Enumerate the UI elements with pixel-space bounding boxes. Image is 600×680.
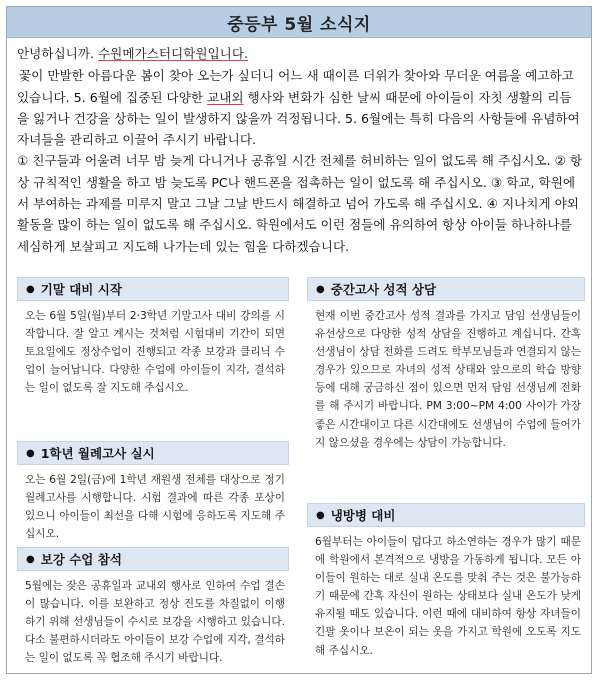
intro-p1-b: 행사와 변화가 심한 날씨 때문에 아이들이 자칫 생활의 리듬을 잃거나 건강을 상하는 일이 발생하지 않을까 걱정됩니다. 5. 6월에는 특히 다음의 사항들에 유념하여 자녀들을 관리하고 이끌어 주시기 바랍니다. xyxy=(17,89,580,148)
section-heading-text: 1학년 월례고사 실시 xyxy=(40,446,155,461)
section-body: 5월에는 잦은 공휴일과 교내외 행사로 인하여 수업 결손이 많습니다. 이를 보완하고 정상 진도를 차질없이 이행하기 위해 선생님들이 수시로 보강을 시행하고 있습니다. 다소 불편하시더라도 아이들이 보강 수업에 지각, 결석하는 일이 없도록 꼭 협조해 주시기 바랍니다. xyxy=(25,580,285,665)
bullet-icon: ● xyxy=(26,283,35,295)
section-heading xyxy=(307,503,585,527)
left-column xyxy=(17,277,289,673)
section-heading-text: 기말 대비 시작 xyxy=(40,282,122,297)
section-heading xyxy=(17,441,289,465)
section-body: 현재 이번 중간고사 성적 결과를 가지고 담임 선생님들이 유선상으로 다양한 성적 상담을 진행하고 계십니다. 간혹 선생님이 상담 전화를 드려도 학부모님들과 연결되지 않는 경우가 있으므로 자녀의 성적 상태와 앞으로의 학습 방향 등에 대해 궁금하신 점이 있으면 먼저 담임 선생님께 전화를 해 주시기 바랍니다. PM 3:00~PM 4:00 사이가 가장 좋은 시간대이고 다른 시간대에도 선생님이 수업에 들어가지 않으셨을 경우에는 상담이 가능합니다. xyxy=(315,310,581,449)
section-body: 오는 6월 5일(월)부터 2·3학년 기말고사 대비 강의를 시작합니다. 잘 알고 계시는 것처럼 시험대비 기간이 되면 토요일에도 정상수업이 진행되고 각종 보강과 클리닉 수업이 늘어납니다. 다양한 수업에 아이들이 지각, 결석하는 일이 없도록 잘 지도해 주십시오. xyxy=(25,310,285,395)
section-heading xyxy=(307,277,585,301)
bullet-icon: ● xyxy=(26,553,35,565)
newsletter-page xyxy=(6,6,592,674)
section-monthly-test xyxy=(17,441,289,547)
section-final-exam xyxy=(17,277,289,441)
section-heading xyxy=(17,277,289,301)
right-column xyxy=(307,277,585,666)
intro-p1-underlined: 교내외 xyxy=(207,89,244,105)
section-makeup-class xyxy=(17,547,289,673)
intro-paragraph-1 xyxy=(17,65,583,150)
intro-text xyxy=(17,43,583,257)
title-bar xyxy=(7,7,591,38)
bullet-icon: ● xyxy=(26,447,35,459)
section-midterm-counsel xyxy=(307,277,585,503)
section-body: 오는 6월 2일(금)에 1학년 재원생 전체를 대상으로 정기 월례고사를 시행합니다. 시험 결과에 따른 각종 포상이 있으니 아이들이 최선을 다해 시험에 응하도록 지도해 주십시오. xyxy=(25,474,285,541)
section-aircon-sickness xyxy=(307,503,585,666)
bullet-icon: ● xyxy=(316,509,325,521)
greeting-prefix: 안녕하십니까. xyxy=(17,46,98,61)
greeting xyxy=(17,43,583,64)
newsletter-title: 중등부 5월 소식지 xyxy=(227,14,371,35)
academy-name: 수원메가스터디학원입니다. xyxy=(98,46,248,61)
section-heading-text: 보강 수업 참석 xyxy=(40,552,122,567)
section-heading xyxy=(17,547,289,571)
section-heading-text: 냉방병 대비 xyxy=(330,508,396,523)
section-body: 6월부터는 아이들이 덥다고 하소연하는 경우가 많기 때문에 학원에서 본격적으로 냉방을 가동하게 됩니다. 모든 아이들이 원하는 대로 실내 온도를 맞춰 주는 것은 불가능하기 때문에 간혹 자신이 원하는 상태보다 실내 온도가 낮게 유지될 때도 있습니다. 이런 때에 대비하여 항상 자녀들이 긴팔 옷이나 보온이 되는 옷을 가지고 학원에 오도록 지도해 주십시오. xyxy=(315,536,581,657)
section-heading-text: 중간고사 성적 상담 xyxy=(330,282,437,297)
intro-p1-a: 꽃이 만발한 아름다운 봄이 찾아 오는가 싶더니 어느 새 때이른 더위가 찾아와 무더운 여름을 예고하고 있습니다. 5. 6월에 집중된 다양한 xyxy=(17,68,574,105)
bullet-icon: ● xyxy=(316,283,325,295)
intro-paragraph-2: ① 친구들과 어울려 너무 밤 늦게 다니거나 공휴일 시간 전체를 허비하는 일이 없도록 해 주십시오. ② 항상 규칙적인 생활을 하고 밤 늦도록 PC나 핸드폰을 접촉하는 일이 없도록 해 주십시오. ③ 학교, 학원에서 부여하는 과제를 미루지 말고 그날 그날 반드시 해결하고 넘어 가도록 해 주십시오. ④ 지나치게 야외 활동을 많이 하는 일이 없도록 해 주십시오. 학원에서도 이런 점들에 유의하여 항상 아이들 하나하나를 세심하게 보살피고 지도해 나가는데 있는 힘을 다하겠습니다. xyxy=(17,153,583,254)
